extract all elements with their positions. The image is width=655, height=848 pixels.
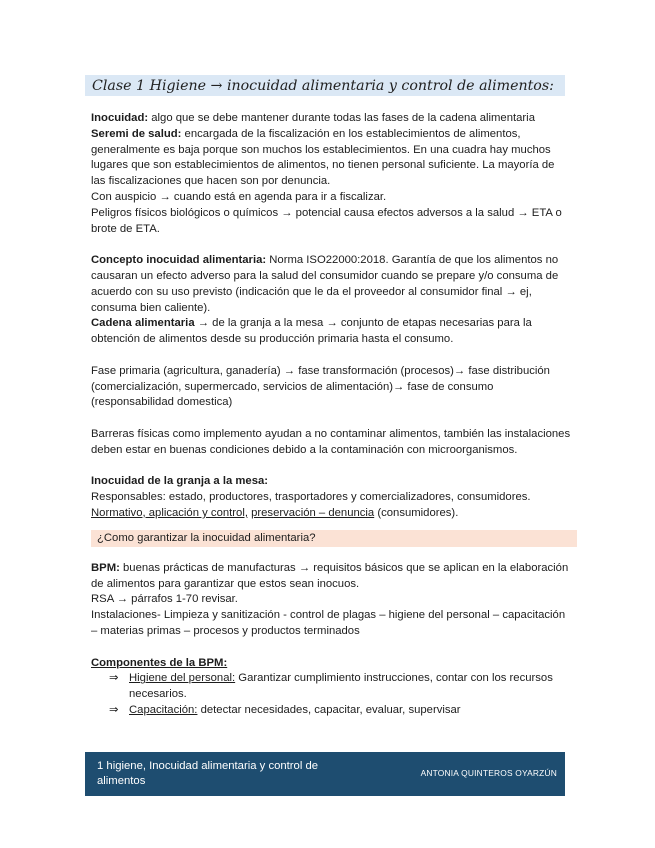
bpm-paragraph: [91, 561, 571, 593]
componente-term: Capacitación:: [129, 703, 198, 716]
normativo-text: Normativo, aplicación y control,: [91, 506, 248, 519]
rsa-paragraph: RSA → párrafos 1-70 revisar.: [91, 593, 238, 606]
bpm-text: buenas prácticas de manufacturas → requisitos básicos que se aplican en la elaboración de alimentos para garantizar que estos sean inocuos.: [91, 561, 569, 590]
document-body: [91, 111, 571, 719]
instalaciones-paragraph: Instalaciones- Limpieza y sanitización - control de plagas – higiene del personal – capacitación – materias primas – procesos y productos terminados: [91, 609, 566, 637]
footer-bar: [85, 752, 565, 796]
auspicio-paragraph: Con auspicio → cuando está en agenda para ir a fiscalizar.: [91, 190, 387, 203]
footer-author: ANTONIA QUINTEROS OYARZÚN: [420, 768, 557, 778]
responsables-paragraph: Responsables: estado, productores, trasportadores y comercializadores, consumidores.: [91, 491, 531, 504]
seremi-paragraph: [91, 127, 571, 190]
seremi-term: Seremi de salud:: [91, 127, 182, 140]
componente-term: Higiene del personal:: [129, 672, 236, 685]
componente-item: [91, 671, 571, 703]
cadena-text: → de la granja a la mesa → conjunto de etapas necesarias para la obtención de alimentos desde su producción primaria hasta el consumo.: [91, 317, 532, 346]
double-arrow-icon: ⇒: [109, 703, 119, 716]
fases-paragraph: Fase primaria (agricultura, ganadería) → fase transformación (procesos)→ fase distribución (comercialización, supermercado, servicios de alimentación)→ fase de consumo (responsabilidad domestica): [91, 364, 550, 409]
peligros-paragraph: Peligros físicos biológicos o químicos → potencial causa efectos adversos a la salud → ETA o brote de ETA.: [91, 206, 562, 235]
cadena-paragraph: [91, 316, 571, 348]
footer-title: 1 higiene, Inocuidad alimentaria y control de alimentos: [97, 760, 319, 787]
granja-heading: [91, 474, 571, 490]
double-arrow-icon: ⇒: [109, 672, 119, 685]
concepto-text: Norma ISO22000:2018. Garantía de que los alimentos no causaran un efecto adverso para la salud del consumidor cuando se prepare y/o consuma de acuerdo con su uso previsto (indicación que le da el proveedor al consumidor final → ej, consuma bien caliente).: [91, 254, 559, 314]
componente-text: Garantizar cumplimiento instrucciones, contar con los recursos necesarios.: [129, 672, 553, 701]
cadena-term: Cadena alimentaria: [91, 317, 195, 330]
componente-text: detectar necesidades, capacitar, evaluar, supervisar: [197, 703, 461, 716]
seremi-text: encargada de la fiscalización en los establecimientos de alimentos, generalmente es baja porque son muchos los establecimientos. En una cuadra hay muchos lugares que son establecimientos de alimentos, no tienen personal suficiente. La mayoría de las fiscalizaciones que hacen son por denuncia.: [91, 127, 555, 188]
granja-heading-text: Inocuidad de la granja a la mesa:: [91, 475, 269, 488]
concepto-term: Concepto inocuidad alimentaria:: [91, 254, 267, 267]
componentes-heading: [91, 656, 571, 672]
bpm-term: BPM:: [91, 561, 120, 574]
normativo-paragraph: [91, 506, 571, 522]
inocuidad-text: algo que se debe mantener durante todas las fases de la cadena alimentaria: [148, 112, 535, 124]
componente-item: [91, 703, 571, 719]
componentes-heading-text: Componentes de la BPM:: [91, 656, 228, 669]
consumidores-text: (consumidores).: [374, 506, 459, 519]
inocuidad-term: Inocuidad:: [91, 112, 149, 124]
inocuidad-paragraph: [91, 111, 571, 127]
page-title: Clase 1 Higiene → inocuidad alimentaria y control de alimentos:: [92, 78, 554, 94]
barreras-paragraph: Barreras físicas como implemento ayudan a no contaminar alimentos, también las instalaciones deben estar en buenas condiciones debido a la contaminación con microorganismos.: [91, 427, 571, 456]
concepto-paragraph: [91, 253, 571, 316]
pregunta-highlight: ¿Como garantizar la inocuidad alimentaria?: [91, 530, 577, 547]
preservacion-text: preservación – denuncia: [251, 506, 375, 519]
